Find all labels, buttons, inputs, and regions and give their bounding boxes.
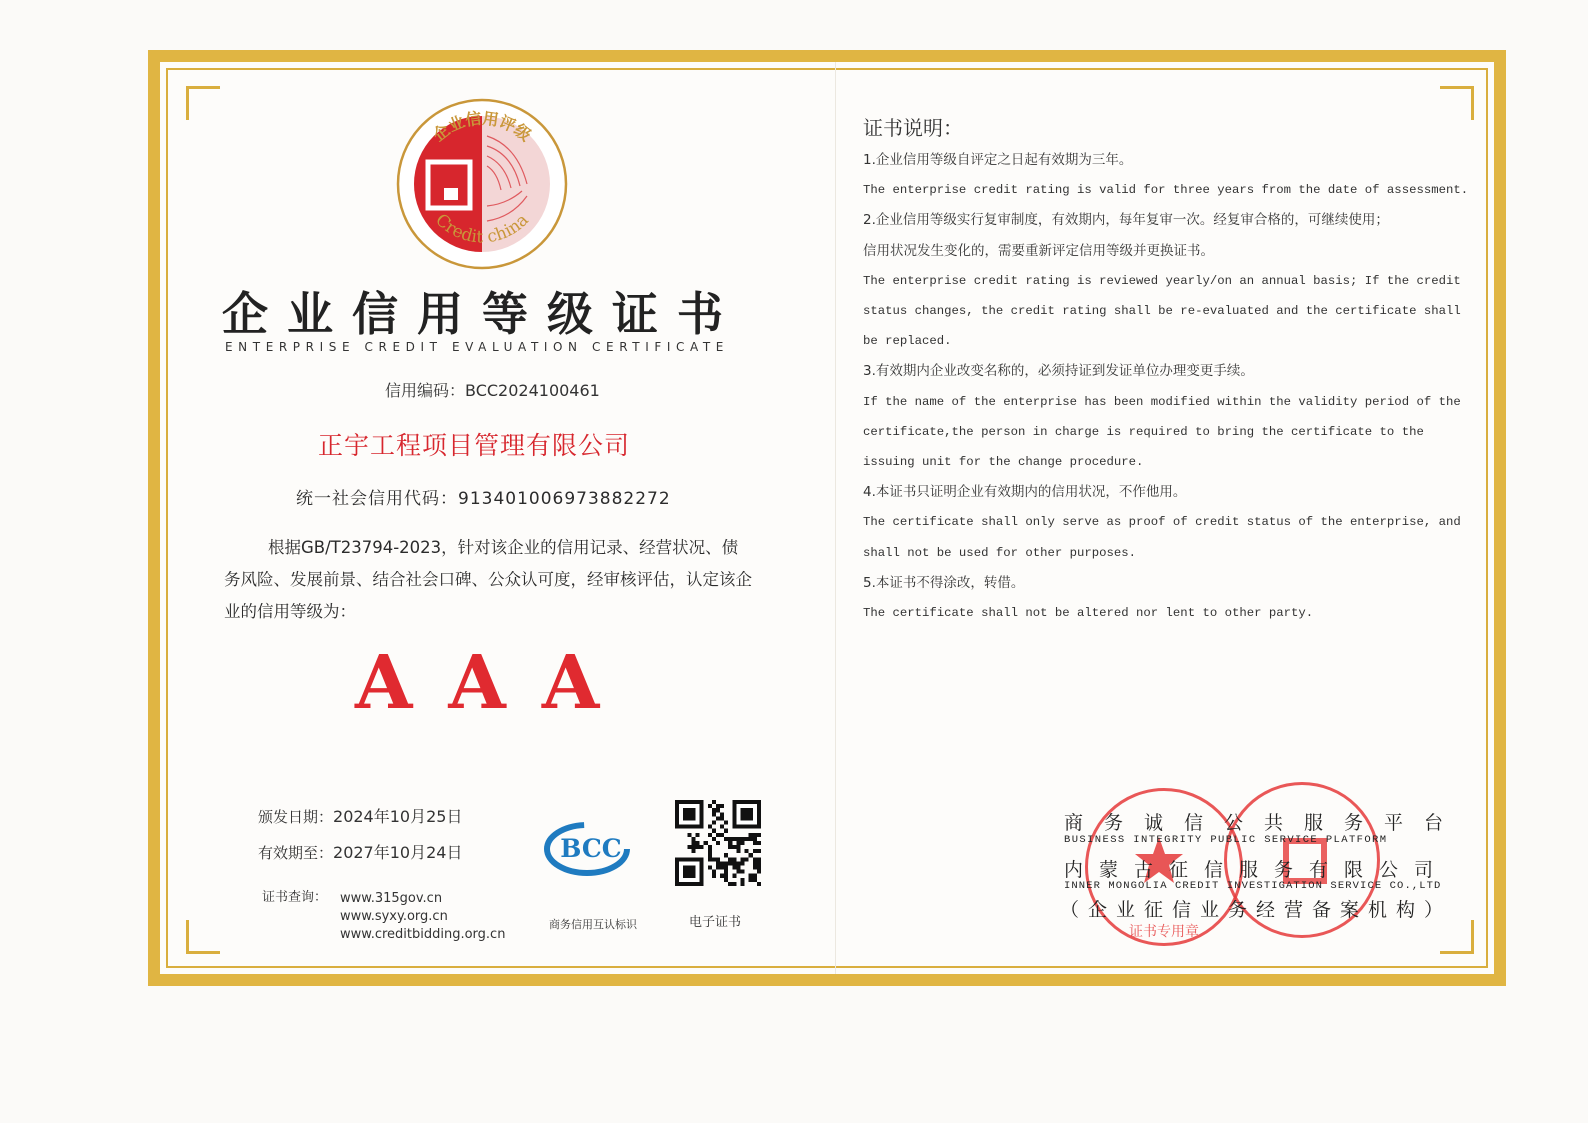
notes-line: 1.企业信用等级自评定之日起有效期为三年。 xyxy=(863,152,1133,168)
notes-line: The enterprise credit rating is valid for three years from the date of assessment. xyxy=(863,183,1469,198)
valid-until xyxy=(258,840,462,863)
valid-until-value: 2027年10月24日 xyxy=(333,843,463,862)
notes-line: The certificate shall only serve as proof of credit status of the enterprise, and xyxy=(863,515,1461,530)
issuer-company-en: INNER MONGOLIA CREDIT INVESTIGATION SERVICE CO.,LTD xyxy=(1064,880,1442,892)
bcc-caption: 商务信用互认标识 xyxy=(549,918,637,931)
corner-ornament xyxy=(186,86,220,120)
svg-text:BCC: BCC xyxy=(560,834,622,863)
query-label: 证书查询： xyxy=(262,890,328,905)
valid-until-label: 有效期至： xyxy=(258,844,334,862)
issue-date xyxy=(258,804,462,827)
logo-arc-top: 企业信用评级 xyxy=(429,108,535,146)
issuer-note: （企业征信业务经营备案机构） xyxy=(1060,899,1453,921)
certificate-notes xyxy=(863,112,1473,628)
issuer-platform-cn: 商务诚信公共服务平台 xyxy=(1064,812,1465,834)
qr-caption: 电子证书 xyxy=(689,915,742,930)
notes-line: issuing unit for the change procedure. xyxy=(863,455,1144,470)
company-name: 正宇工程项目管理有限公司 xyxy=(318,431,631,460)
notes-line: The enterprise credit rating is reviewed yearly/on an annual basis; If the credit xyxy=(863,273,1461,288)
notes-line: 5.本证书不得涂改，转借。 xyxy=(863,574,1025,591)
notes-line: shall not be used for other purposes. xyxy=(863,545,1137,560)
notes-line: 4.本证书只证明企业有效期内的信用状况，不作他用。 xyxy=(863,484,1187,501)
credit-rating: AAA xyxy=(355,640,636,726)
notes-line: be replaced. xyxy=(863,334,952,349)
certificate-title: 企业信用等级证书 xyxy=(222,287,742,341)
corner-ornament xyxy=(1440,920,1474,954)
notes-line: certificate,the person in charge is required to bring the certificate to the xyxy=(863,424,1424,439)
seal-bottom-text: 证书专用章 xyxy=(1129,924,1199,940)
issuer-platform-en: BUSINESS INTEGRITY PUBLIC SERVICE PLATFORM xyxy=(1064,834,1388,846)
corner-ornament xyxy=(186,920,220,954)
fold-line xyxy=(835,62,836,974)
credit-code: 信用编码：BCC2024100461 xyxy=(385,381,600,400)
query-site-link[interactable]: www.creditbidding.org.cn xyxy=(340,927,506,942)
assessment-paragraph: 根据GB/T23794-2023，针对该企业的信用记录、经营状况、债务风险、发展前景、结合社会口碑、公众认可度，经审核评估，认定该企业的信用等级为： xyxy=(224,538,752,621)
issue-date-label: 颁发日期： xyxy=(258,808,334,826)
query-site-link[interactable]: www.syxy.org.cn xyxy=(340,909,448,924)
credit-china-logo xyxy=(392,96,572,272)
notes-heading: 证书说明： xyxy=(863,116,963,140)
issue-date-value: 2024年10月25日 xyxy=(333,807,463,826)
notes-line: 2.企业信用等级实行复审制度，有效期内，每年复审一次。经复审合格的，可继续使用； xyxy=(863,212,1389,229)
qr-code[interactable] xyxy=(675,800,761,886)
issuer-company-cn: 内蒙古征信服务有限公司 xyxy=(1064,859,1450,881)
query-sites xyxy=(340,890,505,944)
notes-line: 信用状况发生变化的，需要重新评定信用等级并更换证书。 xyxy=(863,242,1214,259)
notes-line: The certificate shall not be altered nor lent to other party. xyxy=(863,606,1314,621)
certificate-subtitle: ENTERPRISE CREDIT EVALUATION CERTIFICATE xyxy=(225,340,729,354)
notes-line: status changes, the credit rating shall be re-evaluated and the certificate shall xyxy=(863,304,1461,319)
logo-arc-bottom: Credit china xyxy=(431,210,533,248)
notes-line: 3.有效期内企业改变名称的，必须持证到发证单位办理变更手续。 xyxy=(863,363,1254,380)
bcc-logo xyxy=(543,815,638,877)
notes-line: If the name of the enterprise has been modified within the validity period of the xyxy=(863,394,1461,409)
unified-social-credit-code: 统一社会信用代码：91340100697388227​2 xyxy=(296,489,671,509)
query-site-link[interactable]: www.315gov.cn xyxy=(340,891,443,906)
